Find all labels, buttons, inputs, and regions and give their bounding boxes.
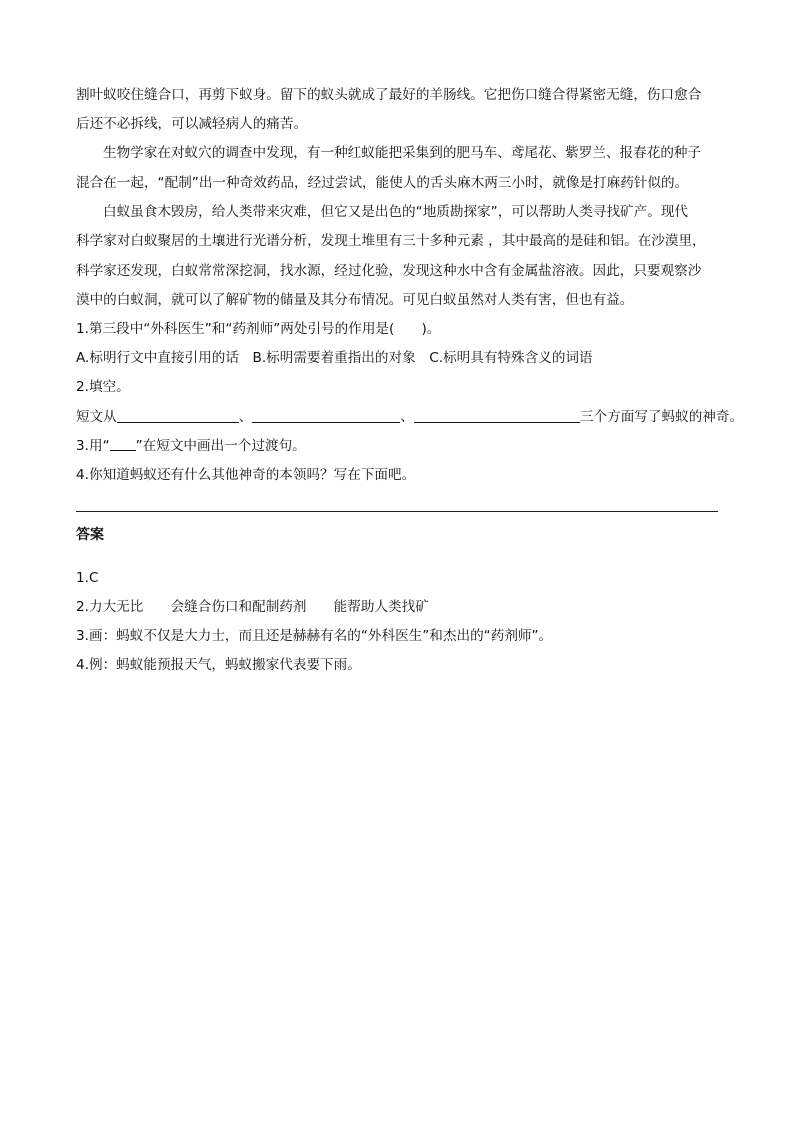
question-1: 1.第三段中“外科医生”和“药剂师”两处引号的作用是( )。 (76, 321, 441, 337)
question-2-fill-in-line (76, 408, 743, 426)
question-2-separator-2: 、 (400, 409, 414, 425)
question-2: 2.填空。 (76, 379, 130, 395)
passage-paragraph-1-line-2: 后还不必拆线，可以减轻病人的痛苦。 (76, 116, 308, 132)
answer-2: 2.力大无比 会缝合伤口和配制药剂 能帮助人类找矿 (76, 599, 429, 615)
answer-4: 4.例：蚂蚁能预报天气，蚂蚁搬家代表要下雨。 (76, 657, 361, 673)
answer-blank-1[interactable] (117, 408, 239, 423)
passage-paragraph-2-line-1: 生物学家在对蚁穴的调查中发现，有一种红蚁能把采集到的肥马车、鸢尾花、紫罗兰、报春花的种子 (103, 145, 702, 161)
question-4: 4.你知道蚂蚁还有什么其他神奇的本领吗？写在下面吧。 (76, 467, 416, 483)
answer-blank-2[interactable] (252, 408, 400, 423)
question-2-separator-1: 、 (238, 409, 253, 425)
passage-paragraph-2-line-2: 混合在一起，“配制”出一种奇效药品，经过尝试，能使人的舌头麻木两三小时，就像是打麻药针似的。 (76, 175, 689, 191)
passage-paragraph-3-line-4: 漠中的白蚁洞，就可以了解矿物的储量及其分布情况。可见白蚁虽然对人类有害，但也有益。 (76, 292, 634, 308)
answer-3: 3.画：蚂蚁不仅是大力士，而且还是赫赫有名的“外科医生”和杰出的“药剂师”。 (76, 628, 553, 644)
section-divider (76, 511, 718, 512)
answer-1: 1.C (76, 570, 99, 586)
question-3-prefix: 3.用“ (76, 438, 110, 454)
passage-paragraph-3-line-3: 科学家还发现，白蚁常常深挖洞，找水源，经过化验，发现这种水中含有金属盐溶液。因此，只要观察沙 (76, 263, 702, 279)
answers-heading: 答案 (76, 527, 104, 543)
underline-sample (110, 438, 136, 451)
question-2-suffix: 三个方面写了蚂蚁的神奇。 (579, 409, 744, 425)
question-2-prefix: 短文从 (76, 409, 117, 425)
passage-paragraph-1-line-1: 割叶蚁咬住缝合口，再剪下蚁身。留下的蚁头就成了最好的羊肠线。它把伤口缝合得紧密无缝，伤口愈合 (76, 87, 702, 103)
answer-blank-3[interactable] (414, 408, 580, 423)
passage-paragraph-3-line-1: 白蚁虽食木毁房，给人类带来灾难，但它又是出色的“地质勘探家”，可以帮助人类寻找矿产。现代 (103, 204, 689, 220)
question-1-options: A.标明行文中直接引用的话 B.标明需要着重指出的对象 C.标明具有特殊含义的词语 (76, 350, 593, 366)
passage-paragraph-3-line-2: 科学家对白蚁聚居的土壤进行光谱分析，发现土堆里有三十多种元素 ，其中最高的是硅和铝。在沙漠里， (76, 233, 706, 249)
question-3-suffix: ”在短文中画出一个过渡句。 (135, 438, 306, 454)
question-3 (76, 437, 306, 455)
